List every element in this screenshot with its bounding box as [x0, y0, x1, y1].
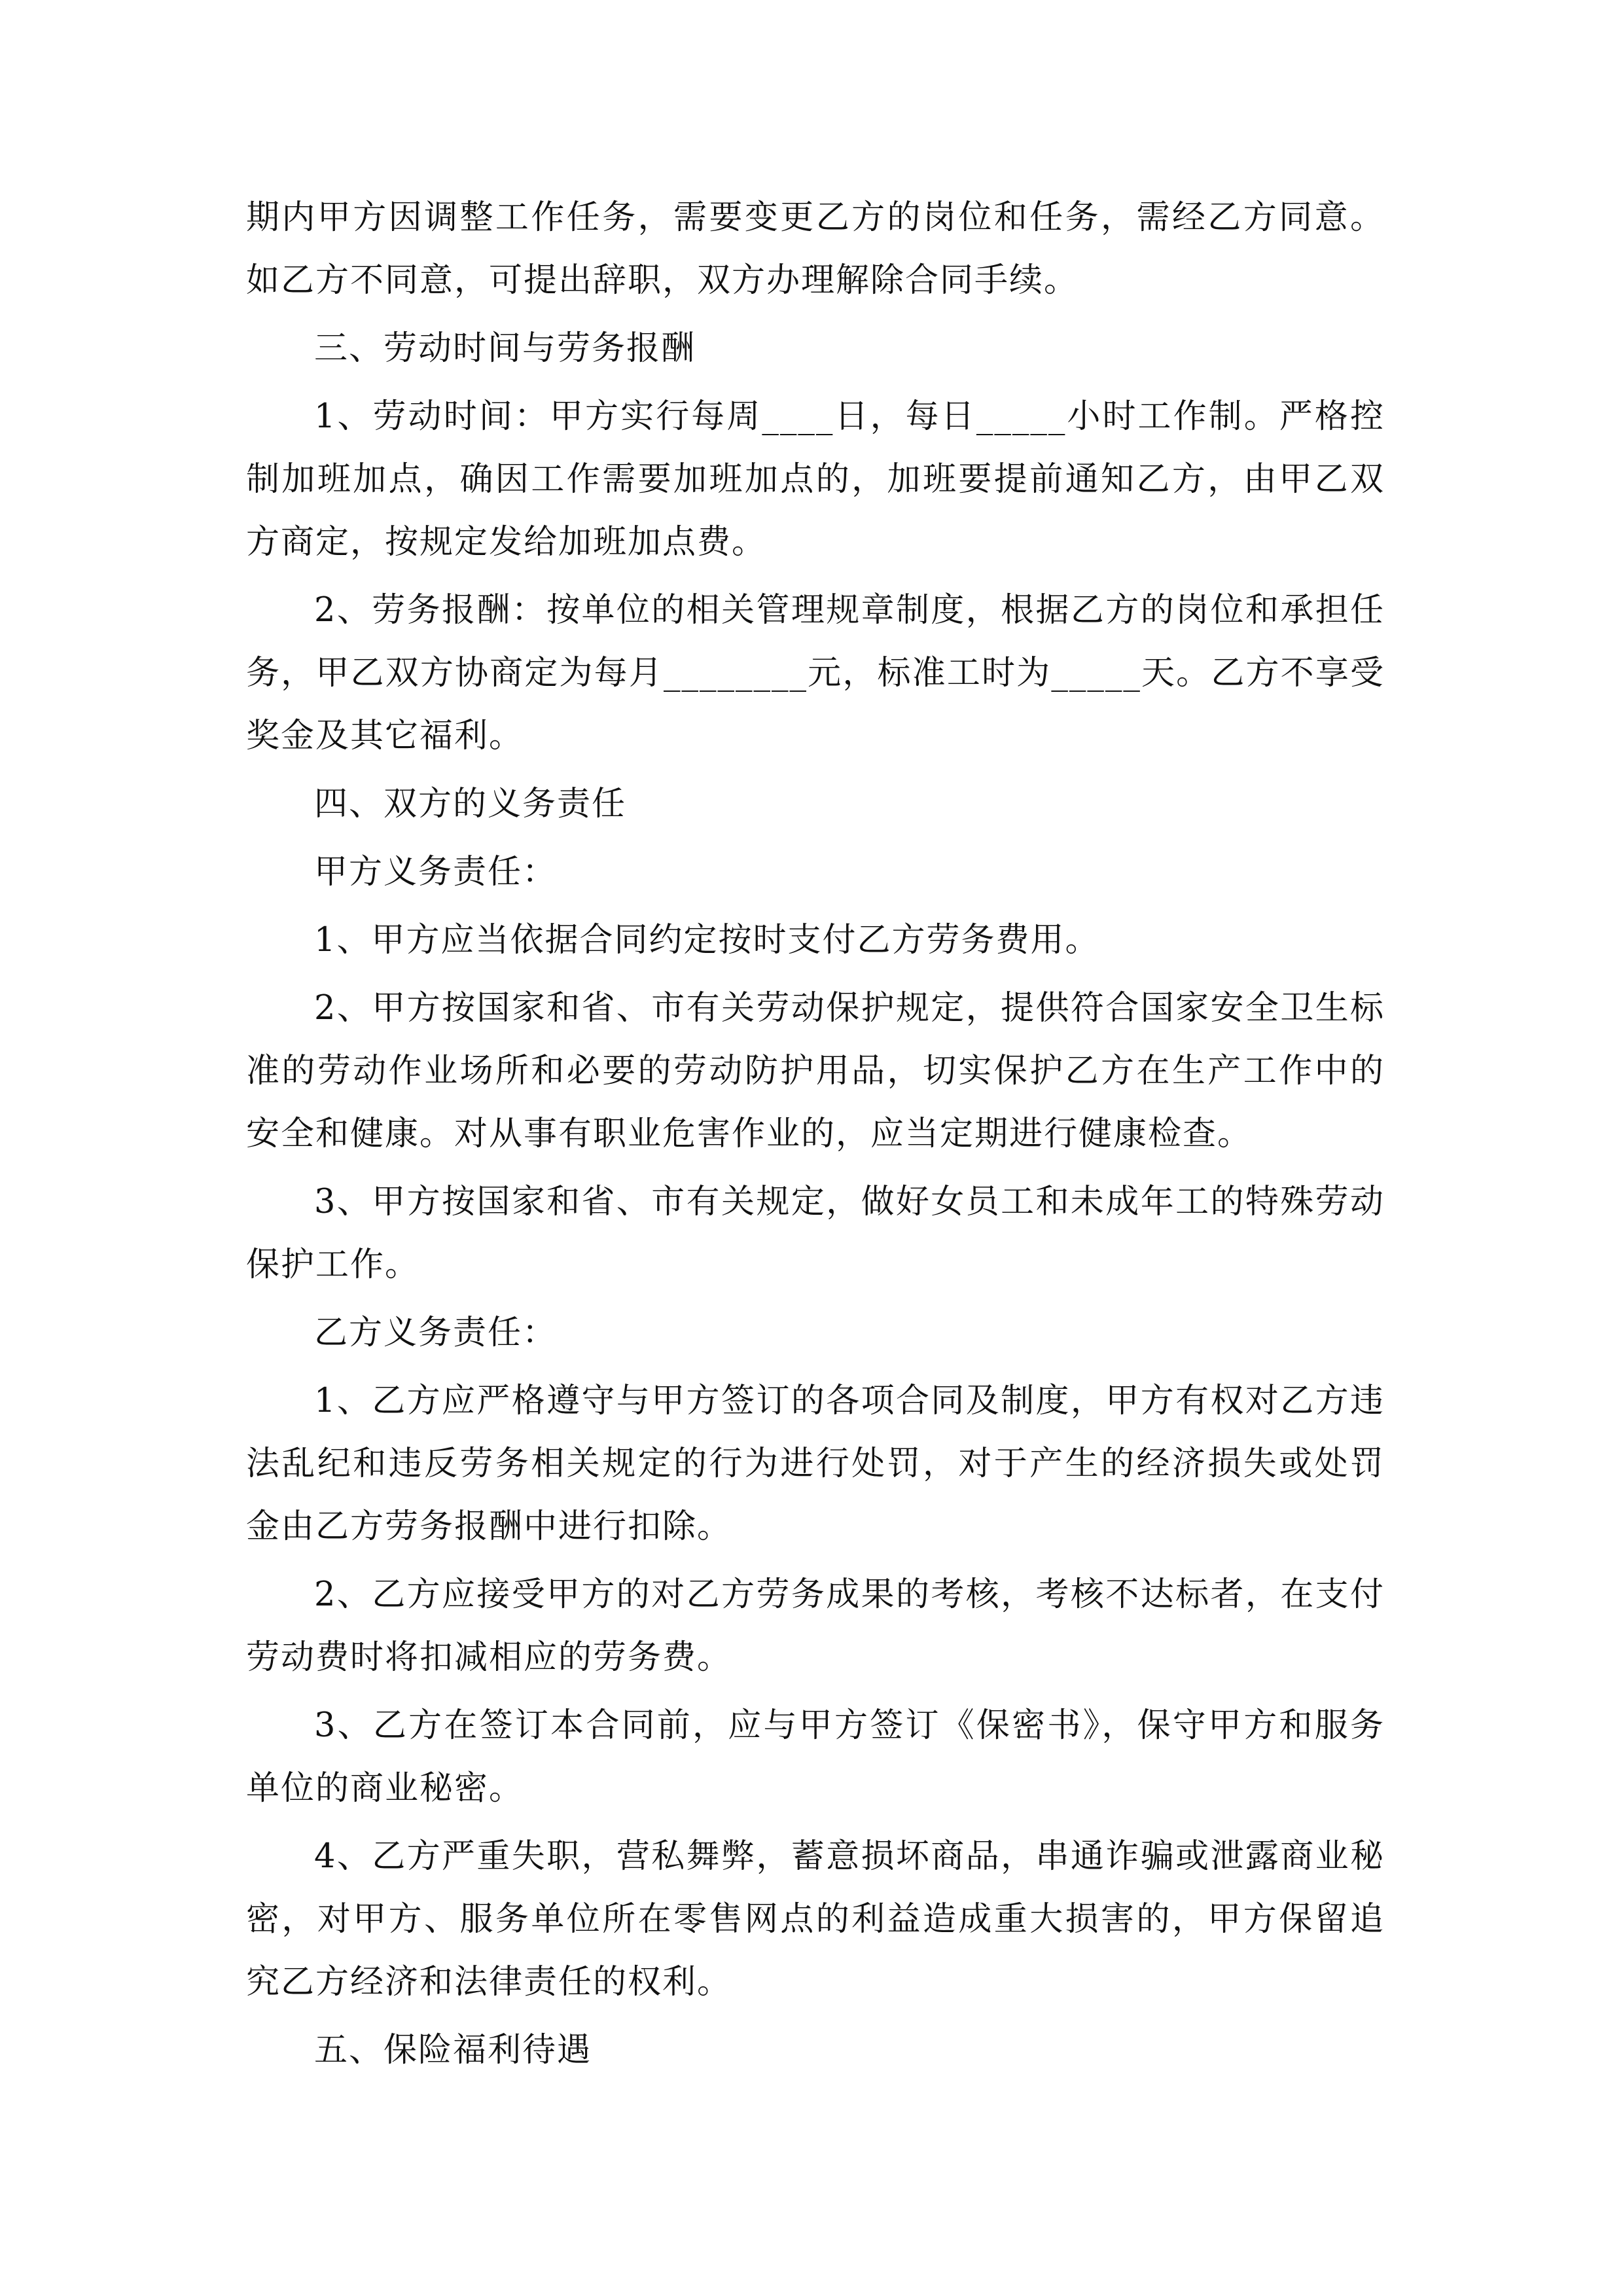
party-a-duty-1: 1、甲方应当依据合同约定按时支付乙方劳务费用。 — [314, 921, 1100, 960]
party-b-duty-1: 1、乙方应严格遵守与甲方签订的各项合同及制度，甲方有权对乙方违法乱纪和违反劳务相关规定的行为进行处罚，对于产生的经济损失或处罚金由乙方劳务报酬中进行扣除。 — [246, 1382, 1385, 1546]
party-b-duty-2: 2、乙方应接受甲方的对乙方劳务成果的考核，考核不达标者，在支付劳动费时将扣减相应的劳务费。 — [246, 1575, 1385, 1677]
clause-remuneration: 2、劳务报酬：按单位的相关管理规章制度，根据乙方的岗位和承担任务，甲乙双方协商定为每月________元，标准工时为_____天。乙方不享受奖金及其它福利。 — [246, 591, 1385, 755]
section-heading-5: 五、保险福利待遇 — [314, 2031, 592, 2070]
party-a-duty-3: 3、甲方按国家和省、市有关规定，做好女员工和未成年工的特殊劳动保护工作。 — [246, 1183, 1385, 1284]
party-b-duty-3: 3、乙方在签订本合同前，应与甲方签订《保密书》，保守甲方和服务单位的商业秘密。 — [246, 1706, 1385, 1808]
section-heading-4: 四、双方的义务责任 — [314, 785, 627, 823]
subheading-party-a-duties: 甲方义务责任： — [314, 853, 558, 891]
paragraph-continuation: 期内甲方因调整工作任务，需要变更乙方的岗位和任务，需经乙方同意。如乙方不同意，可提出辞职，双方办理解除合同手续。 — [246, 198, 1385, 300]
clause-working-hours: 1、劳动时间：甲方实行每周____日，每日_____小时工作制。严格控制加班加点，确因工作需要加班加点的，加班要提前通知乙方，由甲乙双方商定，按规定发给加班加点费。 — [246, 397, 1385, 562]
section-heading-3: 三、劳动时间与劳务报酬 — [314, 329, 696, 368]
party-b-duty-4: 4、乙方严重失职，营私舞弊，蓄意损坏商品，串通诈骗或泄露商业秘密，对甲方、服务单位所在零售网点的利益造成重大损害的，甲方保留追究乙方经济和法律责任的权利。 — [246, 1837, 1385, 2001]
subheading-party-b-duties: 乙方义务责任： — [314, 1314, 558, 1352]
party-a-duty-2: 2、甲方按国家和省、市有关劳动保护规定，提供符合国家安全卫生标准的劳动作业场所和必要的劳动防护用品，切实保护乙方在生产工作中的安全和健康。对从事有职业危害作业的，应当定期进行健康检查。 — [246, 989, 1385, 1153]
document-body — [246, 187, 1385, 2082]
